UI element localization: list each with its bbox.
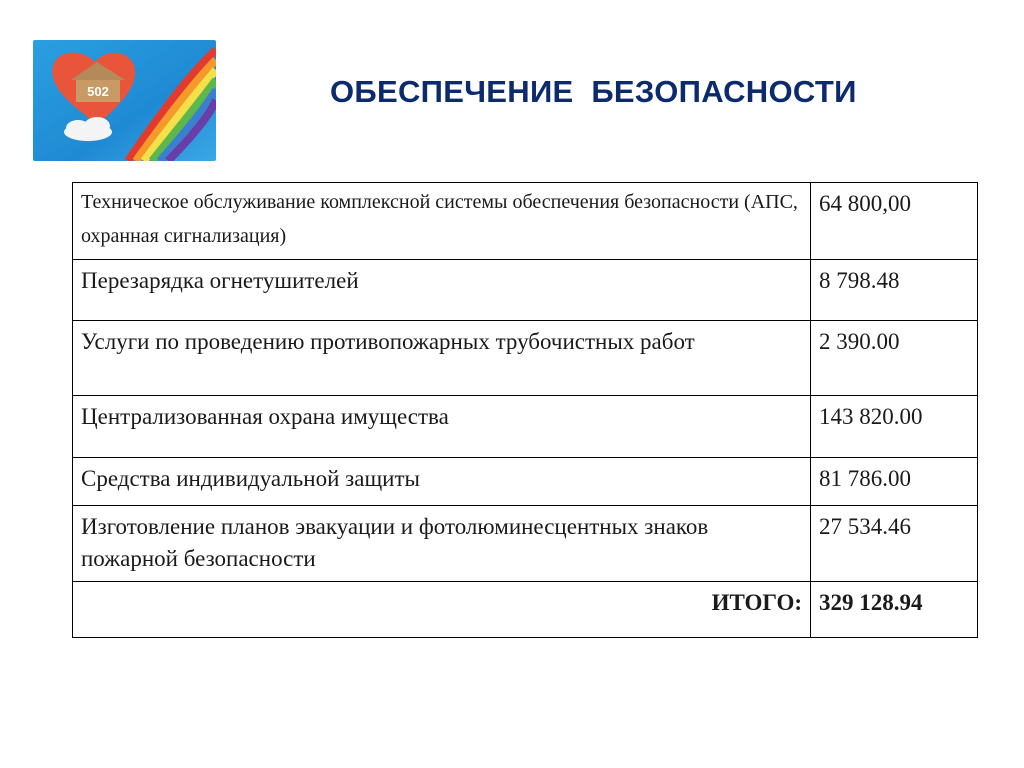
item-cell: Средства индивидуальной защиты [73, 458, 811, 506]
table-row [73, 260, 978, 321]
amount-cell: 143 820.00 [811, 396, 978, 458]
table-row [73, 506, 978, 582]
total-row [73, 582, 978, 638]
amount-cell: 8 798.48 [811, 260, 978, 321]
logo-number: 502 [87, 84, 109, 99]
total-amount: 329 128.94 [811, 582, 978, 638]
table-row [73, 458, 978, 506]
amount-cell: 27 534.46 [811, 506, 978, 582]
item-cell: Услуги по проведению противопожарных трубочистных работ [73, 321, 811, 396]
item-cell: Техническое обслуживание комплексной системы обеспечения безопасности (АПС, охранная сигнализация) [73, 183, 811, 260]
table-row [73, 321, 978, 396]
table-row [73, 183, 978, 260]
amount-cell: 2 390.00 [811, 321, 978, 396]
amount-cell: 81 786.00 [811, 458, 978, 506]
total-label: ИТОГО: [73, 582, 811, 638]
cost-table [72, 182, 978, 638]
item-cell: Перезарядка огнетушителей [73, 260, 811, 321]
item-cell: Изготовление планов эвакуации и фотолюминесцентных знаков пожарной безопасности [73, 506, 811, 582]
amount-cell: 64 800,00 [811, 183, 978, 260]
page-title: ОБЕСПЕЧЕНИЕ БЕЗОПАСНОСТИ [330, 74, 857, 109]
item-cell: Централизованная охрана имущества [73, 396, 811, 458]
logo-image [33, 40, 216, 161]
table-row [73, 396, 978, 458]
